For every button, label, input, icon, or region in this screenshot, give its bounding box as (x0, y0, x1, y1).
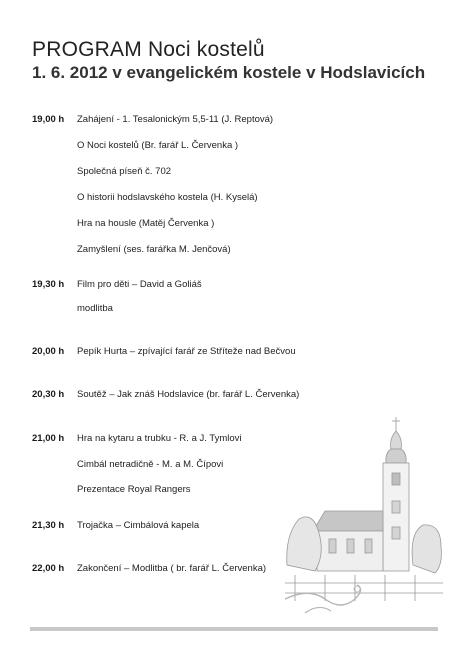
program-item: Trojačka – Cimbálová kapela (77, 520, 200, 531)
footer-divider (30, 627, 438, 631)
program-item: Prezentace Royal Rangers (77, 484, 191, 495)
program-time: 20,00 h (32, 346, 65, 357)
program-item: Pepík Hurta – zpívající farář ze Stříteže nad Bečvou (77, 346, 296, 357)
church-illustration (285, 415, 445, 620)
program-item: Cimbál netradičně - M. a M. Čípovi (77, 459, 224, 470)
program-time: 22,00 h (32, 563, 65, 574)
program-item: modlitba (77, 303, 113, 314)
program-time: 20,30 h (32, 389, 65, 400)
page-subtitle: 1. 6. 2012 v evangelickém kostele v Hodslavicích (32, 63, 426, 82)
program-item: Zakončení – Modlitba ( br. farář L. Červenka) (77, 563, 267, 574)
program-item: Společná píseň č. 702 (77, 166, 172, 177)
program-item: Soutěž – Jak znáš Hodslavice (br. farář L. Červenka) (77, 389, 300, 400)
program-item: Film pro děti – David a Goliáš (77, 279, 202, 290)
program-item: Zamyšlení (ses. farářka M. Jenčová) (77, 244, 231, 255)
program-item: Hra na housle (Matěj Červenka ) (77, 218, 215, 229)
program-time: 19,30 h (32, 279, 65, 290)
program-item: O Noci kostelů (Br. farář L. Červenka ) (77, 140, 239, 151)
page-title: PROGRAM Noci kostelů (32, 38, 265, 61)
program-time: 19,00 h (32, 114, 65, 125)
program-item: Hra na kytaru a trubku - R. a J. Tymlovi (77, 433, 242, 444)
program-time: 21,00 h (32, 433, 65, 444)
program-time: 21,30 h (32, 520, 65, 531)
program-item: Zahájení - 1. Tesalonickým 5,5-11 (J. Reptová) (77, 114, 274, 125)
program-item: O historii hodslavského kostela (H. Kyselá) (77, 192, 258, 203)
